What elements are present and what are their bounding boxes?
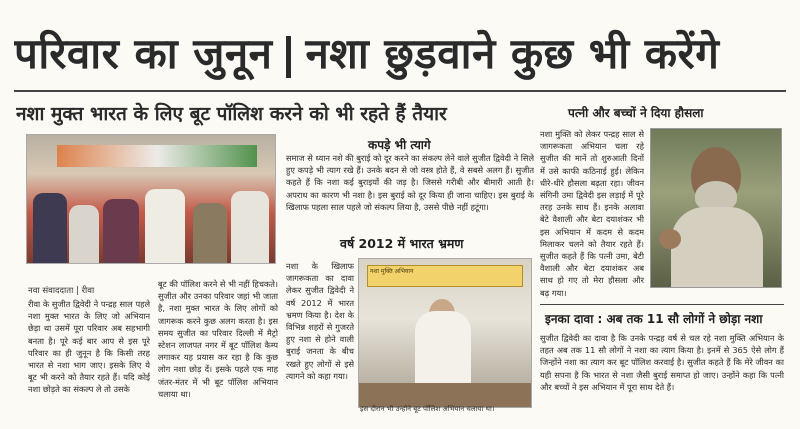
section-title-clothes: कपड़े भी त्यागे xyxy=(368,138,431,152)
section-text-claim: सुजीत द्विवेदी का दावा है कि उनके पन्द्रह वर्ष से चल रहे नशा मुक्ति अभियान के तहत अब तक 11 सौ लोगों ने नशा का त्याग किया है। इनमें से 365 ऐसे लोग हैं जिन्होंने नशा का त्याग कर बूट पॉलिश करवाई है। सुजीत कहते हैं कि मेरे जीवन का यही सपना है कि भारत से नशा जैसी बुराई समाप्त हो जाए। उन्होंने कहा कि पत्नी और बच्चों ने इस अभियान में पूरा साथ देते हैं। xyxy=(540,333,784,392)
boot-polish-photo xyxy=(358,258,532,408)
photo-banner xyxy=(57,145,257,167)
headline-right: नशा छुड़वाने कुछ भी करेंगे xyxy=(305,29,720,78)
main-headline xyxy=(14,24,789,84)
headline-separator xyxy=(286,36,291,78)
section-text-clothes: समाज से ध्यान नशे की बुराई को दूर करने का संकल्प लेने वाले सुजीत द्विवेदी ने सिले हुए कपड़े भी त्याग रखे हैं। उनके बदन से जो वस्त्र होते हैं, वे सबसे अलग हैं। सुजीत कहते हैं कि नशा कई बुराइयों की जड़ है। जिससे गरीबी और बीमारी आती है। अपराध का कारण भी नशा है। इस बुराई को दूर किया ही जाना चाहिए। इस बुराई के खिलाफ पहला साल पहले जो संकल्प लिया है, उससे पीछे नहीं हटूंगा। xyxy=(286,153,534,212)
section-text-travel: नशा के खिलाफ जागरूकता का दावा लेकर सुजीत द्विवेदी ने वर्ष 2012 में भारत भ्रमण किया है। देश के विभिन्न शहरों से गुजरते हुए नशा से होने वाली बुराई जनता के बीच रखते हुए लोगों से इसे त्यागने को कहा गया। xyxy=(286,261,354,381)
portrait-photo xyxy=(650,128,782,288)
photo-banner-text: नशा मुक्ति अभियान xyxy=(367,265,523,287)
section-title-travel: वर्ष 2012 में भारत भ्रमण xyxy=(340,236,464,251)
person-figure xyxy=(231,191,269,263)
person-figure xyxy=(103,199,139,263)
boot-polish-caption: इस दौरान भी उन्होंने बूट पॉलिश अभियान चलाया था। xyxy=(360,405,495,413)
person-figure xyxy=(69,205,99,263)
headline-left: परिवार का जुनून xyxy=(14,29,273,78)
family-photo xyxy=(26,134,276,264)
person-figure xyxy=(671,207,763,287)
section-rule xyxy=(540,304,784,305)
section-title-claim: इनका दावा : अब तक 11 सौ लोगों ने छोड़ा नशा xyxy=(545,312,763,326)
person-figure xyxy=(193,203,227,263)
person-figure xyxy=(145,189,185,263)
article-column-right: नशा मुक्ति को लेकर पन्द्रह साल से जागरूकता अभियान चला रहे सुजीत की मानें तो शुरुआती दिनों में उसे काफी कठिनाई हुई। लेकिन धीरे-धीरे हौसला बढ़ता रहा। जीवन संगिनी उमा द्विवेदी इस लड़ाई में पूरे तरह उनके साथ हैं। इनके अलावा बेटे वैशाली और बेटा दयाशंकर भी इस अभियान में कदम से कदम मिलाकर चलने को तैयार रहते हैं। सुजीत कहते हैं कि पत्नी उमा, बेटी वैशाली और बेटा दयाशंकर अब साथ हो गए तो मेरा हौसला और बढ़ गया। xyxy=(540,129,644,298)
headline-rule xyxy=(14,90,786,92)
article-column-2: बूट की पॉलिश करने से भी नहीं हिचकते। सुजीत और उनका परिवार जहां भी जाता है, नशा मुक्त भारत के लिए लोगों को जागरूक करने कुछ अलग करता है। इस समय सुजीत का परिवार दिल्ली में मैट्रो स्टेशन लाजपत नगर में बूट पॉलिश कैम्प लगाकर यह प्रयास कर रहा है कि कुछ लोग नशा छोड़ दें। इसके पहले एक माह जंतर-मंतर में भी बूट पॉलिश अभियान चलाया था। xyxy=(158,279,278,399)
right-photo-caption: पत्नी और बच्चों ने दिया हौसला xyxy=(568,106,704,120)
byline: नवा संवाददाता | रीवा xyxy=(28,286,95,296)
floor-area xyxy=(359,383,531,407)
person-figure xyxy=(33,193,67,263)
article-column-1: रीवा के सुजीत द्विवेदी ने पन्द्रह साल पहले नशा मुक्त भारत के लिए जो अभियान छेड़ा था उसमें पूरा परिवार अब सहभागी बनता है। पूरे कई बार आप से इस पूरे परिवार का ही जुनून है कि किसी तरह भारत से नशा भाग जाए। इसके लिए ये बूट भी करने को तैयार रहते हैं। यदि कोई नशा छोड़ते का संकल्प ले तो उसके xyxy=(28,299,150,395)
sub-headline: नशा मुक्त भारत के लिए बूट पॉलिश करने को भी रहते हैं तैयार xyxy=(16,103,447,125)
person-hand xyxy=(659,229,681,249)
